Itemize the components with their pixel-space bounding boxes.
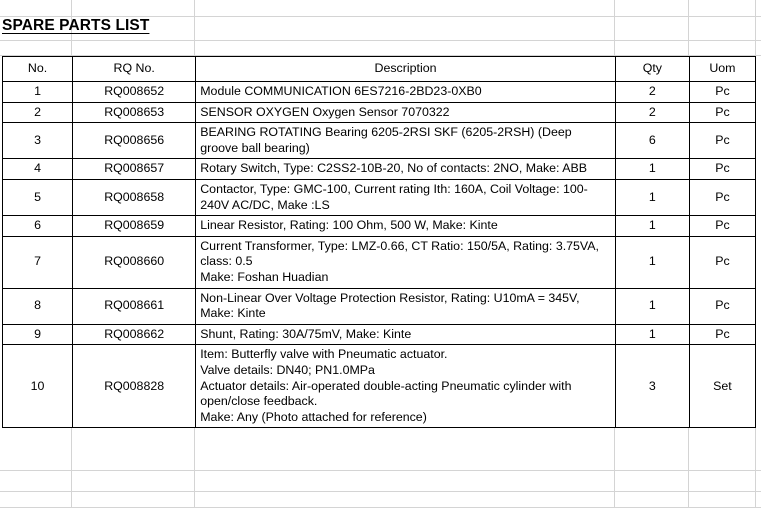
description-line: Shunt, Rating: 30A/75mV, Make: Kinte (200, 326, 412, 341)
grid-line-horizontal (0, 491, 761, 492)
cell-no: 10 (3, 345, 73, 428)
cell-description (196, 216, 616, 237)
cell-uom: Pc (689, 179, 755, 215)
cell-description (196, 102, 616, 123)
table-row (3, 288, 756, 324)
description-line: SENSOR OXYGEN Oxygen Sensor 7070322 (200, 104, 450, 119)
table-row (3, 102, 756, 123)
table-row (3, 123, 756, 159)
description-line: Valve details: DN40; PN1.0MPa (200, 362, 375, 377)
cell-uom: Pc (689, 288, 755, 324)
cell-no: 1 (3, 82, 73, 103)
grid-line-horizontal (0, 470, 761, 471)
description-line: BEARING ROTATING Bearing 6205-2RSI SKF (6205-2RSH) (Deep groove ball bearing) (200, 125, 572, 155)
cell-qty: 1 (615, 236, 689, 288)
spare-parts-table-container (2, 56, 756, 428)
cell-rq-number: RQ008659 (73, 216, 196, 237)
cell-no: 8 (3, 288, 73, 324)
table-row (3, 324, 756, 345)
cell-no: 7 (3, 236, 73, 288)
cell-rq-number: RQ008662 (73, 324, 196, 345)
column-header-uom: Uom (689, 57, 755, 82)
cell-rq-number: RQ008657 (73, 159, 196, 180)
cell-rq-number: RQ008652 (73, 82, 196, 103)
cell-description (196, 324, 616, 345)
description-line: Actuator details: Air-operated double-acting Pneumatic cylinder with open/close feedback. (200, 378, 572, 409)
cell-rq-number: RQ008660 (73, 236, 196, 288)
cell-qty: 2 (615, 82, 689, 103)
column-header-rq: RQ No. (73, 57, 196, 82)
table-row (3, 216, 756, 237)
cell-description (196, 82, 616, 103)
cell-qty: 3 (615, 345, 689, 428)
cell-uom: Set (689, 345, 755, 428)
cell-qty: 1 (615, 179, 689, 215)
cell-qty: 1 (615, 324, 689, 345)
table-row (3, 159, 756, 180)
cell-no: 6 (3, 216, 73, 237)
table-row (3, 345, 756, 428)
description-line: Linear Resistor, Rating: 100 Ohm, 500 W, Make: Kinte (200, 218, 498, 233)
spare-parts-table (2, 56, 756, 428)
cell-rq-number: RQ008658 (73, 179, 196, 215)
cell-uom: Pc (689, 82, 755, 103)
cell-description (196, 236, 616, 288)
cell-uom: Pc (689, 216, 755, 237)
cell-description (196, 123, 616, 159)
column-header-no: No. (3, 57, 73, 82)
cell-description (196, 179, 616, 215)
page-title (2, 17, 149, 35)
cell-qty: 1 (615, 216, 689, 237)
description-line: Module COMMUNICATION 6ES7216-2BD23-0XB0 (200, 84, 482, 98)
cell-uom: Pc (689, 123, 755, 159)
description-line: Make: Foshan Huadian (200, 269, 329, 284)
column-header-desc: Description (196, 57, 616, 82)
cell-description (196, 288, 616, 324)
cell-uom: Pc (689, 159, 755, 180)
description-line: Make: Any (Photo attached for reference) (200, 409, 427, 424)
description-line: Contactor, Type: GMC-100, Current rating Ith: 160A, Coil Voltage: 100-240V AC/DC, Make :LS (200, 181, 588, 212)
description-line: Non-Linear Over Voltage Protection Resistor, Rating: U10mA = 345V, Make: Kinte (200, 290, 580, 321)
cell-uom: Pc (689, 324, 755, 345)
table-row (3, 236, 756, 288)
cell-qty: 2 (615, 102, 689, 123)
description-line: Item: Butterfly valve with Pneumatic actuator. (200, 347, 448, 362)
cell-no: 4 (3, 159, 73, 180)
cell-uom: Pc (689, 236, 755, 288)
cell-qty: 6 (615, 123, 689, 159)
table-header (3, 57, 756, 82)
table-header-row (3, 57, 756, 82)
cell-no: 5 (3, 179, 73, 215)
cell-rq-number: RQ008653 (73, 102, 196, 123)
table-row (3, 179, 756, 215)
table-row (3, 82, 756, 103)
table-body (3, 82, 756, 428)
cell-description (196, 345, 616, 428)
cell-rq-number: RQ008661 (73, 288, 196, 324)
grid-line-horizontal (0, 40, 761, 41)
cell-no: 2 (3, 102, 73, 123)
cell-description (196, 159, 616, 180)
cell-no: 3 (3, 123, 73, 159)
cell-rq-number: RQ008828 (73, 345, 196, 428)
cell-no: 9 (3, 324, 73, 345)
cell-rq-number: RQ008656 (73, 123, 196, 159)
description-line: Rotary Switch, Type: C2SS2-10B-20, No of contacts: 2NO, Make: ABB (200, 161, 588, 176)
page-title-text: SPARE PARTS LIST (2, 17, 150, 34)
column-header-qty: Qty (615, 57, 689, 82)
cell-uom: Pc (689, 102, 755, 123)
cell-qty: 1 (615, 159, 689, 180)
description-line: Current Transformer, Type: LMZ-0.66, CT Ratio: 150/5A, Rating: 3.75VA, class: 0.5 (200, 238, 599, 269)
cell-qty: 1 (615, 288, 689, 324)
